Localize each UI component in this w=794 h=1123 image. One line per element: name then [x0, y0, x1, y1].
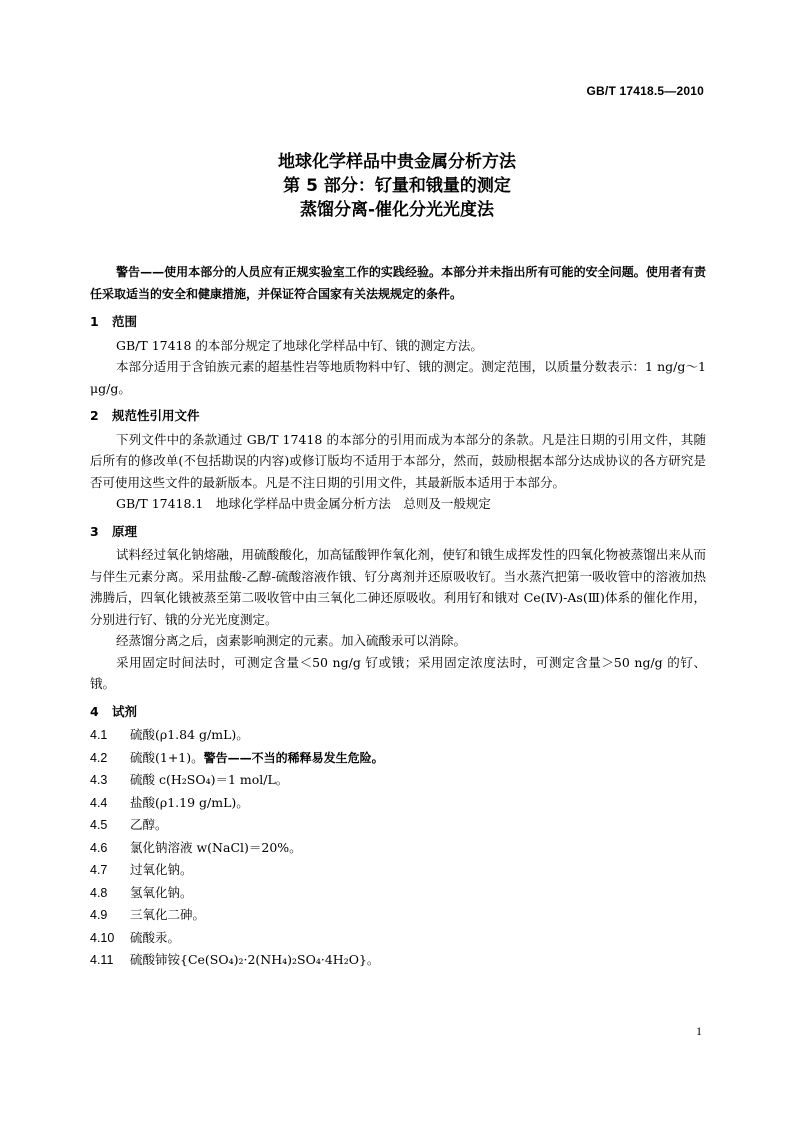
standard-number: GB/T 17418.5—2010	[586, 84, 704, 98]
reagent-item	[90, 882, 706, 905]
item-warning: 警告——不当的稀释易发生危险。	[203, 750, 384, 765]
item-number: 4.5	[90, 818, 108, 832]
item-number: 4.9	[90, 908, 108, 922]
item-text: 过氧化钠。	[130, 862, 193, 877]
reagent-item	[90, 747, 706, 770]
safety-warning: 警告——使用本部分的人员应有正规实验室工作的实践经验。本部分并未指出所有可能的安全问题。使用者有责任采取适当的安全和健康措施，并保证符合国家有关法规规定的条件。	[90, 265, 706, 301]
section-heading-references	[90, 405, 706, 427]
reagent-item	[90, 792, 706, 815]
section-title: 规范性引用文件	[112, 408, 200, 423]
section-heading-reagents	[90, 701, 706, 723]
item-text: 氢氧化钠。	[130, 884, 193, 900]
section-heading-principle	[90, 521, 706, 543]
item-text: 硫酸汞。	[130, 929, 181, 945]
section-number: 3	[90, 523, 99, 539]
document-title	[0, 150, 794, 222]
reagent-item	[90, 837, 706, 860]
section-number: 1	[90, 314, 99, 329]
section-number: 2	[90, 408, 99, 423]
item-text: 硫酸(ρ1.84 g/mL)。	[130, 727, 249, 742]
reagent-item	[90, 904, 706, 927]
paragraph: 本部分适用于含铂族元素的超基性岩等地质物料中钌、锇的测定。测定范围，以质量分数表示：1 ng/g～1 μg/g。	[90, 359, 706, 396]
item-number: 4.11	[90, 953, 114, 967]
page-number: 1	[696, 1024, 702, 1038]
item-text: 三氧化二砷。	[130, 907, 206, 922]
item-text: 乙醇。	[130, 817, 168, 832]
item-text: 硫酸铈铵{Ce(SO₄)₂·2(NH₄)₂SO₄·4H₂O}。	[130, 952, 380, 967]
item-number: 4.1	[90, 728, 108, 742]
section-number: 4	[90, 703, 99, 719]
paragraph: 经蒸馏分离之后，卤素影响测定的元素。加入硫酸汞可以消除。	[116, 633, 467, 648]
item-number: 4.7	[90, 863, 108, 877]
reagent-item	[90, 724, 706, 747]
reagent-item	[90, 769, 706, 792]
item-number: 4.4	[90, 795, 108, 810]
reference-entry: GB/T 17418.1 地球化学样品中贵金属分析方法 总则及一般规定	[116, 496, 491, 511]
paragraph: GB/T 17418 的本部分规定了地球化学样品中钌、锇的测定方法。	[116, 337, 483, 353]
item-number: 4.2	[90, 750, 108, 765]
item-text: 硫酸 c(H₂SO₄)＝1 mol/L。	[130, 772, 289, 787]
title-line-2: 第 5 部分：钌量和锇量的测定	[283, 176, 511, 196]
reagent-item	[90, 814, 706, 837]
item-text: 盐酸(ρ1.19 g/mL)。	[130, 794, 249, 810]
paragraph: 采用固定时间法时，可测定含量＜50 ng/g 钌或锇；采用固定浓度法时，可测定含量＞50 ng/g 的钌、锇。	[90, 654, 706, 691]
paragraph: 下列文件中的条款通过 GB/T 17418 的本部分的引用而成为本部分的条款。凡是注日期的引用文件，其随后所有的修改单(不包括勘误的内容)或修订版均不适用于本部分，然而，鼓励根据本部分达成协议的各方研究是否可使用这些文件的最新版本。凡是不注日期的引用文件，其最新版本适用于本部分。	[90, 431, 706, 490]
item-number: 4.6	[90, 840, 108, 855]
section-title: 范围	[112, 314, 138, 329]
title-line-3: 蒸馏分离-催化分光光度法	[299, 200, 495, 220]
item-number: 4.3	[90, 773, 108, 787]
paragraph: 试料经过氧化钠熔融，用硫酸酸化，加高锰酸钾作氧化剂，使钌和锇生成挥发性的四氧化物被蒸馏出来从而与伴生元素分离。采用盐酸-乙醇-硫酸溶液作锇、钌分离剂并还原吸收钌。当水蒸汽把第一吸收管中的溶液加热沸腾后，四氧化锇被蒸至第二吸收管中由三氧化二砷还原吸收。利用钌和锇对 Ce(Ⅳ)-As(Ⅲ)体系的催化作用，分别进行钌、锇的分光光度测定。	[90, 547, 706, 627]
item-number: 4.8	[90, 885, 108, 900]
reagent-item	[90, 927, 706, 950]
section-title: 原理	[112, 523, 138, 539]
reagent-item	[90, 859, 706, 882]
reagent-item	[90, 949, 706, 972]
section-heading-scope	[90, 311, 706, 333]
section-title: 试剂	[112, 703, 138, 719]
item-text: 氯化钠溶液 w(NaCl)＝20%。	[130, 839, 302, 855]
title-line-1: 地球化学样品中贵金属分析方法	[278, 152, 516, 172]
document-body	[90, 262, 706, 972]
item-number: 4.10	[90, 930, 115, 945]
reagent-list	[90, 724, 706, 972]
item-text: 硫酸(1+1)。	[130, 749, 204, 765]
